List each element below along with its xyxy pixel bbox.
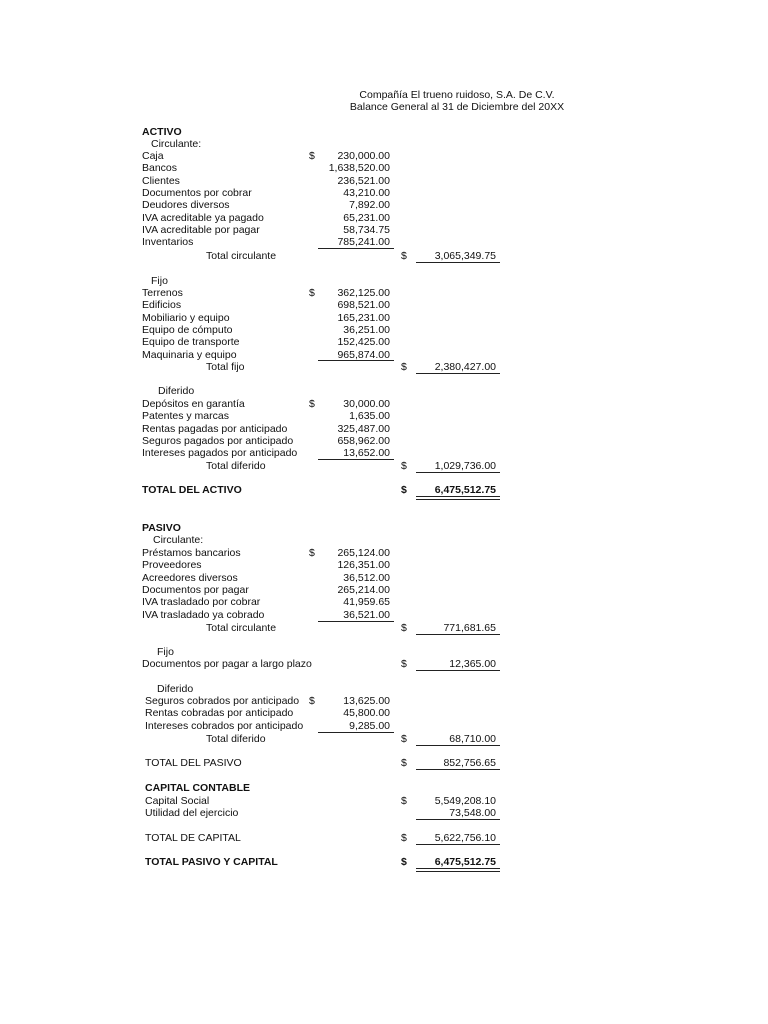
line-item-label: Utilidad del ejercicio (145, 807, 239, 819)
line-item-label: IVA trasladado por cobrar (142, 596, 261, 609)
line-item-amount: 41,959.65 (343, 596, 390, 609)
line-item-label: IVA trasladado ya cobrado (142, 608, 265, 621)
line-item-amount: 36,512.00 (343, 571, 390, 584)
line-item-label: Caja (142, 150, 164, 162)
line-item-amount: 265,214.00 (337, 583, 390, 596)
total-capital-amount: 5,622,756.10 (434, 832, 496, 844)
line-item-amount: 13,652.00 (343, 447, 390, 460)
total-pasivo-amount: 852,756.65 (443, 757, 496, 769)
total-activo-amount: 6,475,512.75 (434, 484, 496, 496)
line-item-amount: 698,521.00 (337, 299, 390, 312)
statement-title: Balance General al 31 de Diciembre del 20XX (349, 101, 565, 113)
line-item-label: Seguros pagados por anticipado (142, 434, 294, 447)
line-item-label: Maquinaria y equipo (142, 348, 237, 361)
line-item-label: Proveedores (142, 559, 202, 572)
line-item-label: Acreedores diversos (142, 571, 238, 584)
total-rule (416, 745, 500, 746)
line-item-amount: 1,635.00 (349, 410, 390, 423)
line-item-label: Patentes y marcas (142, 410, 229, 423)
line-item-amount: 43,210.00 (343, 186, 390, 199)
currency-sign: $ (401, 757, 407, 769)
total-fijo-label: Total fijo (206, 361, 245, 373)
section-heading-pasivo: PASIVO (142, 522, 181, 534)
currency-sign: $ (401, 460, 407, 472)
line-item-label: Intereses pagados por anticipado (142, 447, 298, 460)
line-item-label: Terrenos (142, 287, 183, 299)
currency-sign: $ (309, 150, 315, 162)
documentos-largo-plazo-label: Documentos por pagar a largo plazo (142, 658, 312, 670)
line-item-amount: 13,625.00 (343, 695, 390, 707)
line-item-label: Bancos (142, 162, 178, 175)
total-rule (416, 262, 500, 263)
line-item-amount: 7,892.00 (349, 199, 390, 212)
line-item-amount: 45,800.00 (343, 707, 390, 720)
total-activo-label: TOTAL DEL ACTIVO (142, 484, 242, 496)
line-item-amount: 325,487.00 (337, 422, 390, 435)
line-item-amount: 65,231.00 (343, 211, 390, 224)
subsection-circulante: Circulante: (153, 534, 204, 546)
line-item-amount: 30,000.00 (343, 398, 390, 410)
line-item-amount: 785,241.00 (337, 236, 390, 249)
company-name: Compañía El trueno ruidoso, S.A. De C.V. (359, 89, 555, 101)
line-item-amount: 230,000.00 (337, 150, 390, 162)
subsection-diferido: Diferido (157, 683, 194, 695)
line-item-amount: 58,734.75 (343, 223, 390, 236)
section-heading-activo: ACTIVO (142, 126, 182, 138)
total-circulante-pasivo-amount: 771,681.65 (443, 622, 496, 634)
subtotal-rule (318, 248, 394, 249)
total-rule (416, 670, 500, 671)
line-item-amount: 126,351.00 (337, 559, 390, 572)
grand-total-double-rule (416, 868, 500, 872)
total-capital-label: TOTAL DE CAPITAL (145, 832, 241, 844)
total-pasivo-capital-label: TOTAL PASIVO Y CAPITAL (145, 856, 278, 868)
line-item-amount: 5,549,208.10 (434, 795, 496, 807)
line-item-label: Depósitos en garantía (142, 398, 245, 410)
line-item-label: Equipo de transporte (142, 336, 240, 349)
total-circulante-amount: 3,065,349.75 (434, 250, 496, 262)
line-item-amount: 658,962.00 (337, 434, 390, 447)
line-item-label: Mobiliario y equipo (142, 311, 230, 324)
subsection-fijo: Fijo (151, 275, 168, 287)
total-rule (416, 373, 500, 374)
total-diferido-amount: 1,029,736.00 (434, 460, 496, 472)
subsection-diferido: Diferido (158, 385, 195, 397)
total-diferido-pasivo-label: Total diferido (206, 733, 266, 745)
line-item-label: Seguros cobrados por anticipado (145, 695, 300, 707)
currency-sign: $ (401, 658, 407, 670)
line-item-amount: 9,285.00 (349, 719, 390, 732)
line-item-amount: 152,425.00 (337, 336, 390, 349)
line-item-amount: 265,124.00 (337, 547, 390, 559)
line-item-label: Préstamos bancarios (142, 547, 241, 559)
line-item-amount: 165,231.00 (337, 311, 390, 324)
currency-sign: $ (309, 695, 315, 707)
line-item-label: Clientes (142, 174, 180, 187)
currency-sign: $ (309, 287, 315, 299)
line-item-label: Documentos por cobrar (142, 186, 252, 199)
line-item-amount: 362,125.00 (337, 287, 390, 299)
currency-sign: $ (401, 484, 407, 496)
line-item-amount: 965,874.00 (337, 348, 390, 361)
total-rule (416, 844, 500, 845)
line-item-label: Equipo de cómputo (142, 323, 233, 336)
currency-sign: $ (401, 250, 407, 262)
currency-sign: $ (401, 795, 407, 807)
total-diferido-pasivo-amount: 68,710.00 (449, 733, 496, 745)
line-item-label: Documentos por pagar (142, 583, 249, 596)
line-item-label: Inventarios (142, 236, 194, 249)
currency-sign: $ (401, 856, 407, 868)
currency-sign: $ (401, 832, 407, 844)
subtotal-rule (318, 360, 394, 361)
line-item-label: IVA acreditable por pagar (142, 223, 260, 236)
currency-sign: $ (401, 622, 407, 634)
total-pasivo-capital-amount: 6,475,512.75 (434, 856, 496, 868)
total-rule (416, 472, 500, 473)
documentos-largo-plazo-amount: 12,365.00 (449, 658, 496, 670)
total-rule (416, 769, 500, 770)
line-item-amount: 36,521.00 (343, 608, 390, 621)
total-diferido-label: Total diferido (206, 460, 266, 472)
total-rule (416, 634, 500, 635)
total-circulante-pasivo-label: Total circulante (206, 622, 277, 634)
subsection-circulante: Circulante: (151, 138, 202, 150)
subtotal-rule (416, 819, 500, 820)
line-item-label: Capital Social (145, 795, 210, 807)
grand-total-double-rule (416, 496, 500, 500)
currency-sign: $ (309, 547, 315, 559)
line-item-label: Deudores diversos (142, 199, 230, 212)
line-item-amount: 36,251.00 (343, 323, 390, 336)
line-item-label: Edificios (142, 299, 182, 312)
total-fijo-amount: 2,380,427.00 (434, 361, 496, 373)
total-circulante-label: Total circulante (206, 250, 277, 262)
line-item-label: Rentas cobradas por anticipado (145, 707, 294, 720)
line-item-amount: 236,521.00 (337, 174, 390, 187)
total-pasivo-label: TOTAL DEL PASIVO (145, 757, 242, 769)
currency-sign: $ (401, 733, 407, 745)
line-item-amount: 1,638,520.00 (328, 162, 390, 175)
line-item-label: IVA acreditable ya pagado (142, 211, 264, 224)
subtotal-rule (318, 732, 394, 733)
subtotal-rule (318, 621, 394, 622)
section-heading-capital: CAPITAL CONTABLE (145, 782, 250, 794)
line-item-label: Rentas pagadas por anticipado (142, 422, 288, 435)
currency-sign: $ (401, 361, 407, 373)
subsection-fijo: Fijo (157, 646, 174, 658)
line-item-label: Intereses cobrados por anticipado (145, 719, 304, 732)
subtotal-rule (318, 459, 394, 460)
line-item-amount: 73,548.00 (449, 807, 496, 819)
currency-sign: $ (309, 398, 315, 410)
